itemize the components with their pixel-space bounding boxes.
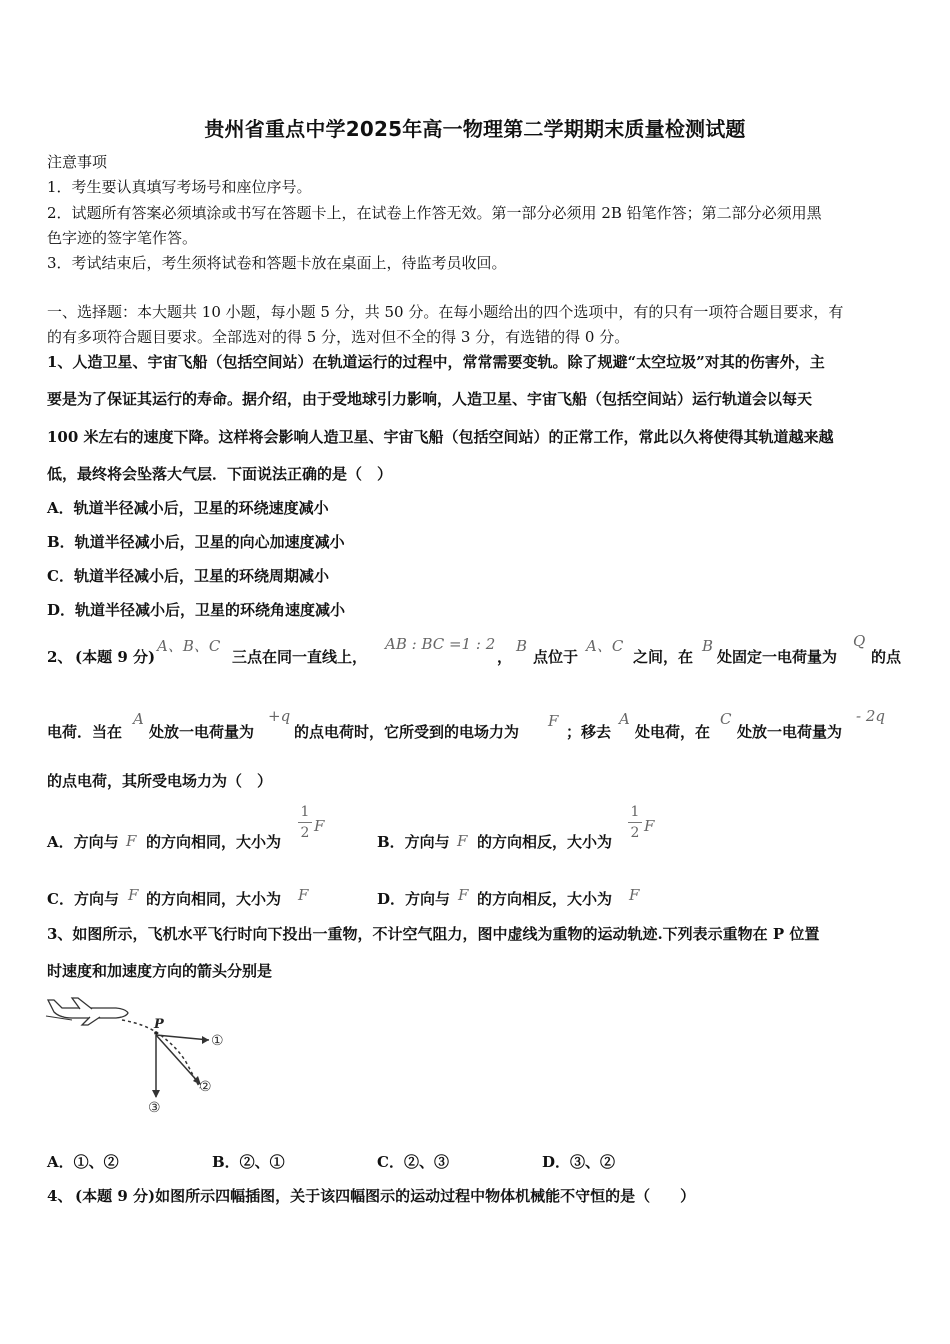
q1-option-c: C．轨道半径减小后，卫星的环绕周期减小 [47, 567, 329, 585]
q2-text-6: 电荷．当在 [47, 723, 123, 741]
q2-number: 2、 [47, 648, 73, 666]
q2-math-a: A [133, 710, 144, 728]
q2-text-2: 点位于 [533, 648, 579, 666]
arrow-2 [156, 1035, 200, 1084]
q2-text-3: 之间，在 [633, 648, 694, 666]
plane-drop-figure [42, 992, 242, 1117]
q3-option-c: C．②、③ [377, 1153, 449, 1171]
q2-option-c-f: F [128, 886, 139, 904]
q1-stem-line-3: 100 米左右的速度下降。这样将会影响人造卫星、宇宙飞船（包括空间站）的正常工作，常此以久将使得其轨道越来越 [47, 428, 834, 446]
q2-text-8: 的点电荷时，它所受到的电场力为 [294, 723, 520, 741]
section-intro-line-2: 的有多项符合题目要求。全部选对的得 5 分，选对但不全的得 3 分，有选错的得 0 分。 [47, 328, 630, 346]
q2-option-a-prefix: A．方向与 [47, 833, 119, 851]
q1-stem-line-2: 要是为了保证其运行的寿命。据介绍，由于受地球引力影响，人造卫星、宇宙飞船（包括空间站）运行轨道会以每天 [47, 390, 813, 408]
q2-math-c: C [720, 710, 732, 728]
q3-stem-line-2: 时速度和加速度方向的箭头分别是 [47, 962, 273, 980]
q1-option-a: A．轨道半径减小后，卫星的环绕速度减小 [47, 499, 329, 517]
q2-option-a-f-2: F [314, 817, 325, 835]
label-1: ① [211, 1033, 224, 1049]
q2-comma: ， [497, 648, 513, 666]
fraction-numerator: 1 [300, 804, 310, 820]
q1-option-d: D．轨道半径减小后，卫星的环绕角速度减小 [47, 601, 346, 619]
page-title: 贵州省重点中学2025年高一物理第二学期期末质量检测试题 [204, 117, 746, 141]
q2-option-a-f: F [126, 832, 137, 850]
arrow-1 [156, 1035, 209, 1040]
q2-text-12: 的点电荷，其所受电场力为（ ） [47, 772, 273, 790]
q2-math-f: F [548, 712, 559, 730]
q2-math-a-2: A [619, 710, 630, 728]
q3-option-a: A．①、② [47, 1153, 119, 1171]
q2-math-abc: A、B、C [157, 637, 221, 655]
q2-score: (本题 9 分) [75, 648, 156, 666]
label-3: ③ [148, 1100, 161, 1116]
q3-option-b: B．②、① [212, 1153, 285, 1171]
arrow-3-head [152, 1090, 160, 1098]
q2-option-d-prefix: D．方向与 [377, 890, 451, 908]
label-p: P [154, 1017, 164, 1032]
q2-text-4: 处固定一电荷量为 [717, 648, 838, 666]
q2-text-1: 三点在同一直线上， [232, 648, 368, 666]
q2-option-b-prefix: B．方向与 [377, 833, 450, 851]
q4-stem: (本题 9 分)如图所示四幅插图，关于该四幅图示的运动过程中物体机械能不守恒的是（ ） [75, 1187, 696, 1205]
q2-math-ratio: AB : BC =1 : 2 [385, 635, 496, 653]
q3-stem-line-1: 3、如图所示，飞机水平飞行时向下投出一重物，不计空气阻力，图中虚线为重物的运动轨迹.下列表示重物在 P 位置 [47, 925, 820, 943]
q2-math-minus-2q: - 2q [856, 707, 885, 725]
q2-option-c-f-2: F [298, 886, 309, 904]
fraction-bar [628, 822, 642, 823]
fraction-denominator: 2 [300, 825, 310, 841]
q2-text-5: 的点 [871, 648, 902, 666]
arrow-1-head [202, 1036, 209, 1044]
q2-option-a-mid: 的方向相同，大小为 [146, 833, 282, 851]
q2-option-b-fraction [628, 804, 642, 841]
q4-number: 4、 [47, 1187, 73, 1205]
notice-item-2-line-1: 2．试题所有答案必须填涂或书写在答题卡上，在试卷上作答无效。第一部分必须用 2B 铅笔作答；第二部分必须用黑 [47, 204, 822, 222]
q2-text-11: 处放一电荷量为 [737, 723, 843, 741]
section-intro-line-1: 一、选择题：本大题共 10 小题，每小题 5 分，共 50 分。在每小题给出的四个选项中，有的只有一项符合题目要求，有 [47, 303, 844, 321]
label-2: ② [199, 1079, 212, 1095]
q2-text-10: 处电荷，在 [635, 723, 711, 741]
q1-stem-line-1: 1、人造卫星、宇宙飞船（包括空间站）在轨道运行的过程中，常常需要变轨。除了规避“太空垃圾”对其的伤害外，主 [47, 353, 825, 371]
q2-math-b-2: B [702, 637, 714, 655]
q2-option-c-mid: 的方向相同，大小为 [146, 890, 282, 908]
q2-text-9: ；移去 [566, 723, 612, 741]
fraction-numerator: 1 [630, 804, 640, 820]
q2-math-b: B [516, 637, 528, 655]
notice-item-3: 3．考试结束后，考生须将试卷和答题卡放在桌面上，待监考员收回。 [47, 254, 507, 272]
q2-text-7: 处放一电荷量为 [149, 723, 255, 741]
q2-math-ac: A、C [586, 637, 624, 655]
q2-option-d-f: F [458, 886, 469, 904]
q2-math-plus-q: +q [268, 707, 291, 725]
fraction-denominator: 2 [630, 825, 640, 841]
notice-heading: 注意事项 [47, 153, 108, 171]
q3-option-d: D．③、② [542, 1153, 616, 1171]
q2-option-b-f: F [457, 832, 468, 850]
q2-option-b-f-2: F [644, 817, 655, 835]
notice-item-1: 1．考生要认真填写考场号和座位序号。 [47, 178, 312, 196]
q2-option-c-prefix: C．方向与 [47, 890, 119, 908]
q2-option-a-fraction [298, 804, 312, 841]
q2-option-d-f-2: F [629, 886, 640, 904]
airplane-icon [46, 998, 128, 1025]
q1-stem-line-4: 低，最终将会坠落大气层．下面说法正确的是（ ） [47, 465, 393, 483]
fraction-bar [298, 822, 312, 823]
notice-item-2-line-2: 色字迹的签字笔作答。 [47, 229, 198, 247]
q1-option-b: B．轨道半径减小后，卫星的向心加速度减小 [47, 533, 345, 551]
q2-option-d-mid: 的方向相反，大小为 [477, 890, 613, 908]
q2-math-q: Q [853, 632, 866, 650]
q2-option-b-mid: 的方向相反，大小为 [477, 833, 613, 851]
